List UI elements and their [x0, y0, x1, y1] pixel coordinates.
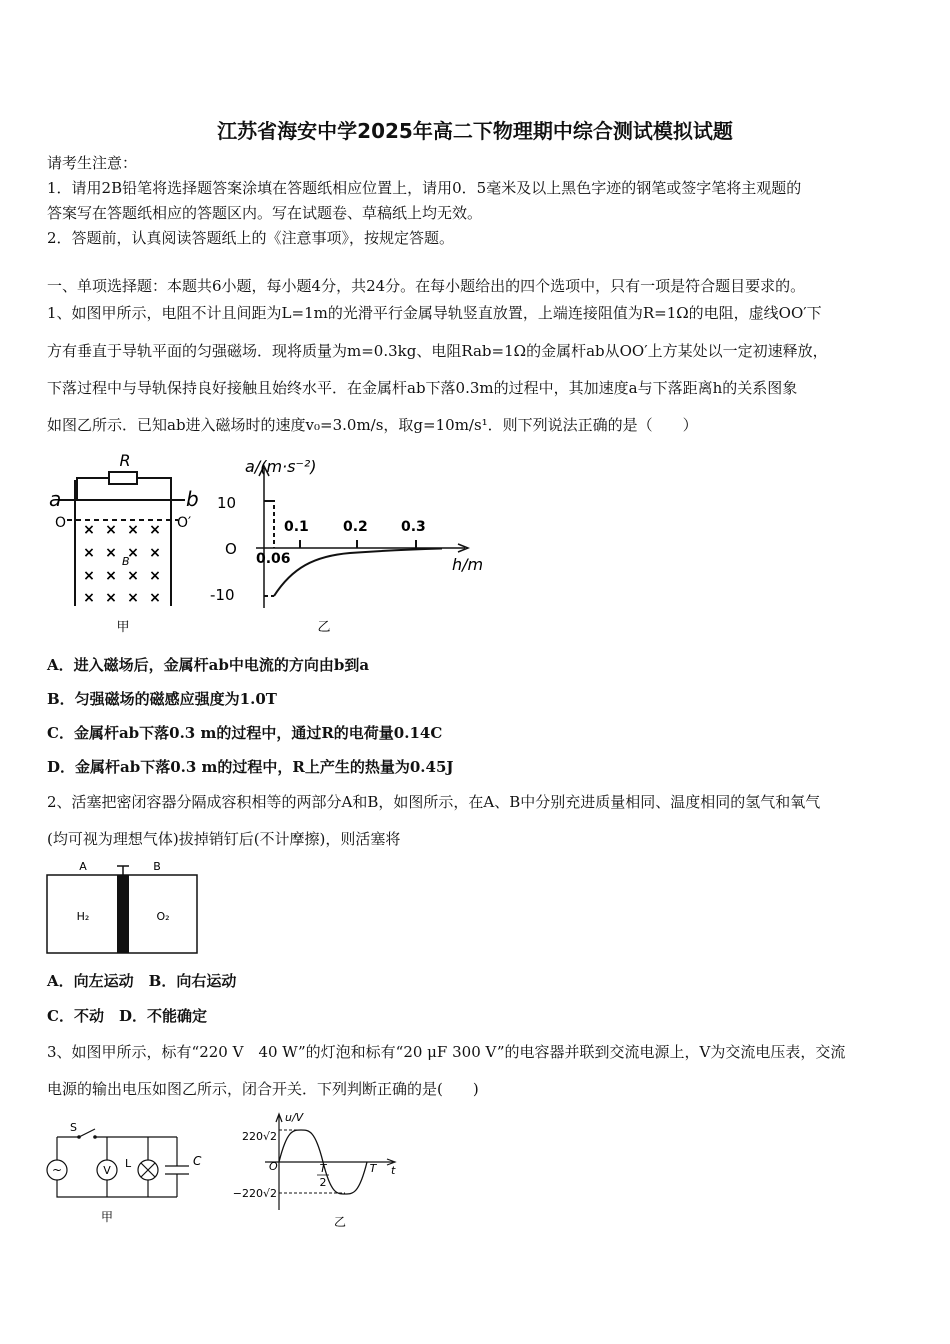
tick-T: T [369, 1162, 377, 1175]
q2-line-1: 2、活塞把密闭容器分隔成容积相等的两部分A和B，如图所示，在A、B中分别充进质量相同、温度相同的氢气和氧气 [47, 793, 821, 811]
q1-figure-b-graph [210, 450, 500, 635]
svg-text:×: × [83, 590, 95, 606]
svg-text:×: × [149, 522, 161, 538]
gas-o2: O₂ [156, 910, 170, 923]
tick-neg10: -10 [210, 586, 235, 604]
tick-origin: O [269, 1160, 278, 1173]
notice-line-2: 答案写在答题纸相应的答题区内。写在试题卷、草稿纸上均无效。 [47, 204, 483, 222]
notice-line-1: 1．请用2B铅笔将选择题答案涂填在答题纸相应位置上，请用0．5毫米及以上黑色字迹的钢笔或签字笔将主观题的 [47, 179, 802, 197]
label-a: a [49, 487, 62, 511]
label-L: L [125, 1157, 132, 1170]
tick-origin: O [225, 540, 237, 558]
t-axis-label: t [391, 1164, 396, 1177]
capacitor-icon [165, 1137, 189, 1197]
label-O: O [55, 515, 67, 531]
svg-text:×: × [127, 590, 139, 606]
svg-text:×: × [127, 545, 139, 561]
caption-yi: 乙 [317, 620, 331, 635]
notice-line-3: 2．答题前，认真阅读答题纸上的《注意事项》，按规定答题。 [47, 229, 455, 247]
label-C: C [193, 1154, 202, 1168]
curve-a-vs-h [274, 549, 442, 597]
q1-option-b: B．匀强磁场的磁感应强度为1.0T [47, 690, 277, 708]
y-axis-label: u/V [285, 1111, 304, 1124]
tick-10: 10 [217, 494, 237, 512]
q3-voltage-graph [232, 1110, 405, 1230]
resistor-R [109, 472, 137, 484]
label-S: S [70, 1121, 77, 1134]
q1-line-1: 1、如图甲所示，电阻不计且间距为L=1m的光滑平行金属导轨竖直放置，上端连接阻值为R=1Ω的电阻，虚线OO′下 [47, 304, 822, 322]
q2-container-figure [45, 858, 205, 958]
source-symbol: ~ [51, 1163, 63, 1177]
tick-0.06: 0.06 [256, 551, 291, 567]
svg-text:×: × [83, 522, 95, 538]
svg-text:×: × [127, 568, 139, 584]
caption-jia: 甲 [116, 620, 130, 635]
q1-line-3: 下落过程中与导轨保持良好接触且始终水平．在金属杆ab下落0.3m的过程中，其加速度a与下落距离h的关系图象 [47, 379, 798, 397]
q2-options-ab: A．向左运动 B．向右运动 [47, 972, 237, 990]
svg-text:×: × [105, 545, 117, 561]
caption-yi: 乙 [333, 1215, 347, 1229]
q3-circuit-figure [45, 1115, 215, 1225]
q3-line-1: 3、如图甲所示，标有“220 V 40 W”的灯泡和标有“20 μF 300 V”的电容器并联到交流电源上，V为交流电压表，交流 [47, 1043, 846, 1061]
svg-text:×: × [105, 568, 117, 584]
svg-text:×: × [149, 568, 161, 584]
label-O-prime: O′ [177, 515, 192, 531]
svg-text:×: × [105, 590, 117, 606]
gas-h2: H₂ [76, 910, 90, 923]
q1-line-4: 如图乙所示．已知ab进入磁场时的速度v₀=3.0m/s，取g=10m/s¹．则下列说法正确的是（ ） [47, 416, 698, 434]
q3-line-2: 电源的输出电压如图乙所示，闭合开关．下列判断正确的是( ) [47, 1080, 479, 1098]
svg-text:×: × [105, 522, 117, 538]
q1-line-2: 方有垂直于导轨平面的匀强磁场．现将质量为m=0.3kg、电阻Rab=1Ω的金属杆ab从OO′上方某处以一定初速释放， [47, 342, 828, 360]
section-heading: 一、单项选择题：本题共6小题，每小题4分，共24分。在每小题给出的四个选项中，只有一项是符合题目要求的。 [47, 277, 806, 295]
q1-option-a: A．进入磁场后，金属杆ab中电流的方向由b到a [47, 656, 370, 674]
q2-options-cd: C．不动 D．不能确定 [47, 1007, 207, 1025]
label-R: R [119, 451, 131, 470]
tick-T-half-num: T [319, 1162, 327, 1175]
svg-text:×: × [149, 545, 161, 561]
q1-figure-a [45, 450, 205, 635]
piston [117, 875, 129, 953]
notice-heading: 请考生注意： [47, 154, 138, 172]
svg-text:×: × [127, 522, 139, 538]
tick-T-half-den: 2 [319, 1176, 327, 1189]
segment-a-10 [264, 501, 274, 548]
svg-text:×: × [149, 590, 161, 606]
caption-jia: 甲 [100, 1210, 114, 1224]
q1-option-d: D．金属杆ab下落0.3 m的过程中，R上产生的热量为0.45J [47, 758, 454, 776]
svg-text:×: × [83, 545, 95, 561]
q1-option-c: C．金属杆ab下落0.3 m的过程中，通过R的电荷量0.14C [47, 724, 443, 742]
tick-negative-peak: −220√2 [232, 1187, 277, 1200]
label-A: A [79, 860, 87, 873]
y-axis-label: a/(m·s⁻²) [245, 457, 317, 476]
tick-0.3: 0.3 [401, 519, 426, 535]
svg-text:×: × [83, 568, 95, 584]
tick-positive-peak: 220√2 [241, 1130, 277, 1143]
label-B: B [153, 860, 161, 873]
tick-0.2: 0.2 [343, 519, 368, 535]
tick-0.1: 0.1 [284, 519, 309, 535]
q2-line-2: (均可视为理想气体)拔掉销钉后(不计摩擦)，则活塞将 [47, 830, 401, 848]
page-title: 江苏省海安中学2025年高二下物理期中综合测试模拟试题 [217, 119, 733, 143]
label-V: V [103, 1164, 111, 1177]
label-b: b [186, 487, 199, 511]
label-B: B [122, 555, 130, 568]
x-axis-label: h/m [452, 555, 484, 574]
